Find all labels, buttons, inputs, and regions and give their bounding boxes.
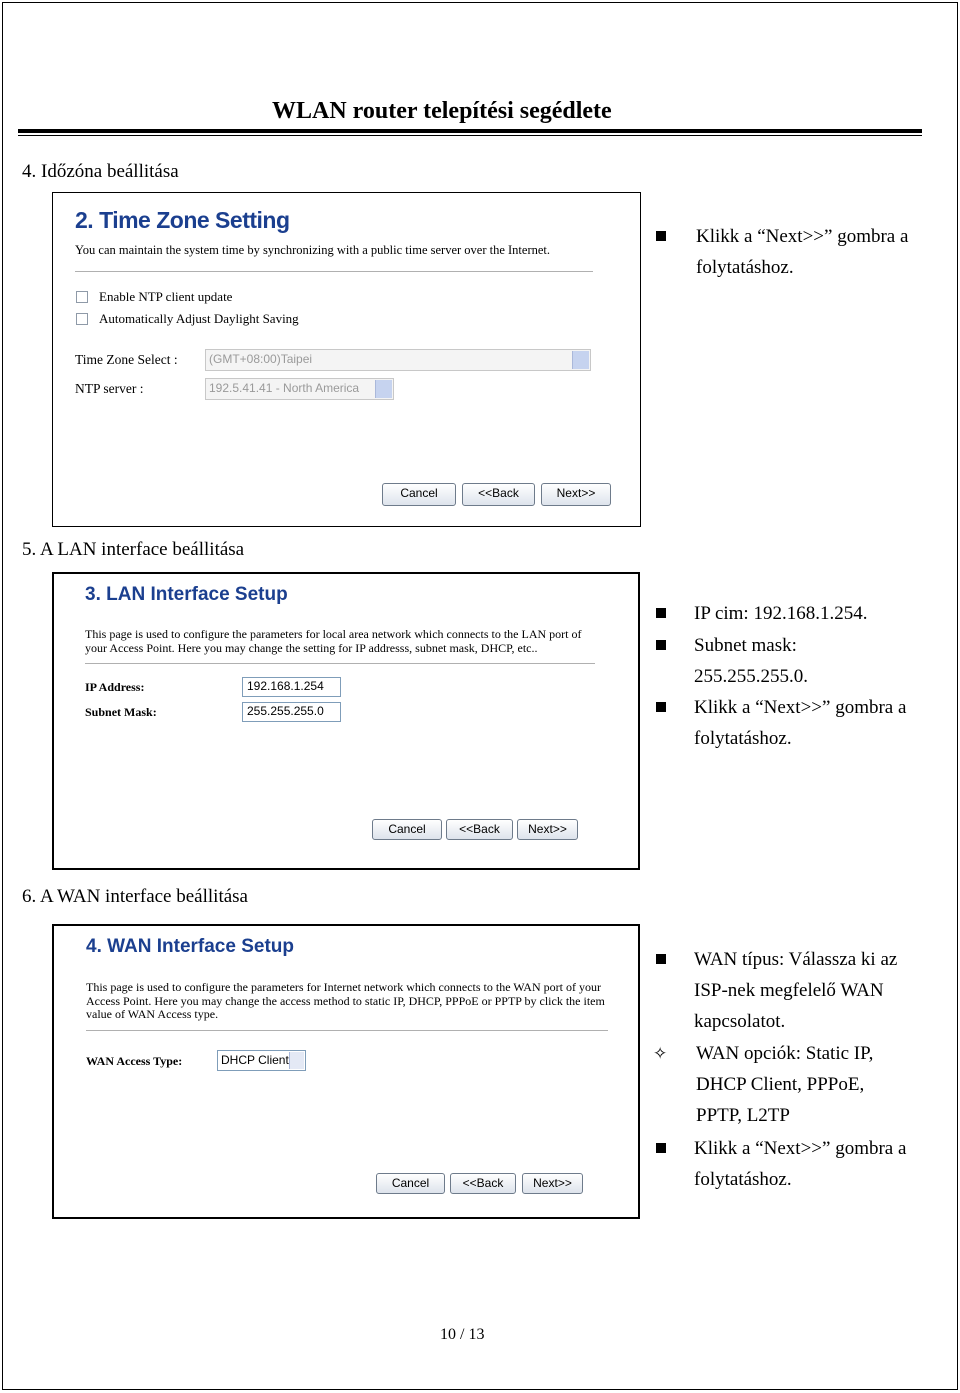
bullet-square-icon <box>656 640 666 650</box>
time-zone-select-value: (GMT+08:00)Taipei <box>209 352 313 366</box>
lan-description: This page is used to configure the parameters for local area network which connects to the LAN port of your Access Point. Here you may change the setting for IP addresss, subnet mask, DHCP, etc.. <box>85 627 582 655</box>
time-zone-select[interactable] <box>205 349 591 371</box>
wan-screenshot <box>52 924 640 1219</box>
bullet-square-icon <box>656 231 666 241</box>
wan-access-type-select[interactable] <box>217 1050 306 1071</box>
ntp-server-label: NTP server : <box>75 381 144 396</box>
lan-title: 3. LAN Interface Setup <box>85 584 288 605</box>
cancel-button[interactable]: Cancel <box>382 483 456 506</box>
bullet-text: Klikk a “Next>>” gombra a folytatáshoz. <box>694 697 907 749</box>
ntp-checkbox-label: Enable NTP client update <box>99 289 233 304</box>
bullet-square-icon <box>656 954 666 964</box>
divider <box>86 1030 608 1031</box>
bullet-diamond-icon: ✧ <box>653 1044 668 1064</box>
subnet-mask-label: Subnet Mask: <box>85 705 157 719</box>
chevron-down-icon <box>572 351 589 369</box>
section-5-heading: 5. A LAN interface beállitása <box>22 539 245 560</box>
lan-screenshot <box>52 572 640 870</box>
section-4-heading: 4. Időzóna beállitása <box>22 161 179 182</box>
subnet-mask-input[interactable]: 255.255.255.0 <box>242 702 341 722</box>
cancel-button[interactable]: Cancel <box>372 819 442 840</box>
divider <box>85 663 595 664</box>
ntp-checkbox[interactable] <box>76 291 88 303</box>
next-button[interactable]: Next>> <box>522 1173 583 1194</box>
bullet-square-icon <box>656 702 666 712</box>
wan-access-type-value: DHCP Client <box>221 1053 289 1067</box>
time-zone-screenshot <box>52 192 641 527</box>
time-zone-label: Time Zone Select : <box>75 352 178 367</box>
cancel-button[interactable]: Cancel <box>376 1173 445 1194</box>
bullet-text: IP cim: 192.168.1.254. <box>694 603 868 624</box>
time-zone-description: You can maintain the system time by synchronizing with a public time server over the Internet. <box>75 243 551 257</box>
section-6-heading: 6. A WAN interface beállitása <box>22 886 248 907</box>
bullet-square-icon <box>656 608 666 618</box>
chevron-down-icon <box>375 380 392 398</box>
wan-title: 4. WAN Interface Setup <box>86 936 294 957</box>
ntp-server-select-value: 192.5.41.41 - North America <box>209 381 360 395</box>
back-button[interactable]: <<Back <box>450 1173 516 1194</box>
daylight-saving-checkbox-label: Automatically Adjust Daylight Saving <box>99 311 299 326</box>
daylight-saving-checkbox[interactable] <box>76 313 88 325</box>
ip-address-label: IP Address: <box>85 680 145 694</box>
ntp-server-select[interactable] <box>205 378 394 400</box>
back-button[interactable]: <<Back <box>462 483 535 506</box>
bullet-text: Klikk a “Next>>” gombra a folytatáshoz. <box>696 226 909 278</box>
document-title: WLAN router telepítési segédlete <box>272 98 612 124</box>
divider <box>75 271 593 272</box>
bullet-text: Klikk a “Next>>” gombra a folytatáshoz. <box>694 1138 907 1190</box>
bullet-square-icon <box>656 1143 666 1153</box>
wan-access-type-label: WAN Access Type: <box>86 1054 183 1068</box>
chevron-down-icon <box>289 1052 304 1069</box>
next-button[interactable]: Next>> <box>541 483 611 506</box>
back-button[interactable]: <<Back <box>446 819 513 840</box>
bullet-text: WAN típus: Válassza ki az ISP-nek megfelelő WAN kapcsolatot. <box>694 949 898 1032</box>
bullet-text: Subnet mask: 255.255.255.0. <box>694 635 808 687</box>
ip-address-input[interactable]: 192.168.1.254 <box>242 677 341 697</box>
header-rule <box>18 129 922 133</box>
header-rule-thin <box>18 135 922 136</box>
page-number: 10 / 13 <box>440 1326 485 1343</box>
wan-description: This page is used to configure the parameters for Internet network which connects to the WAN port of your Access Point. Here you may change the access method to static IP, DHCP, PPPoE or PPTP by click the item value of WAN Access type. <box>86 980 605 1021</box>
next-button[interactable]: Next>> <box>517 819 578 840</box>
bullet-text: WAN opciók: Static IP, DHCP Client, PPPoE, PPTP, L2TP <box>696 1043 874 1126</box>
time-zone-title: 2. Time Zone Setting <box>75 207 290 233</box>
